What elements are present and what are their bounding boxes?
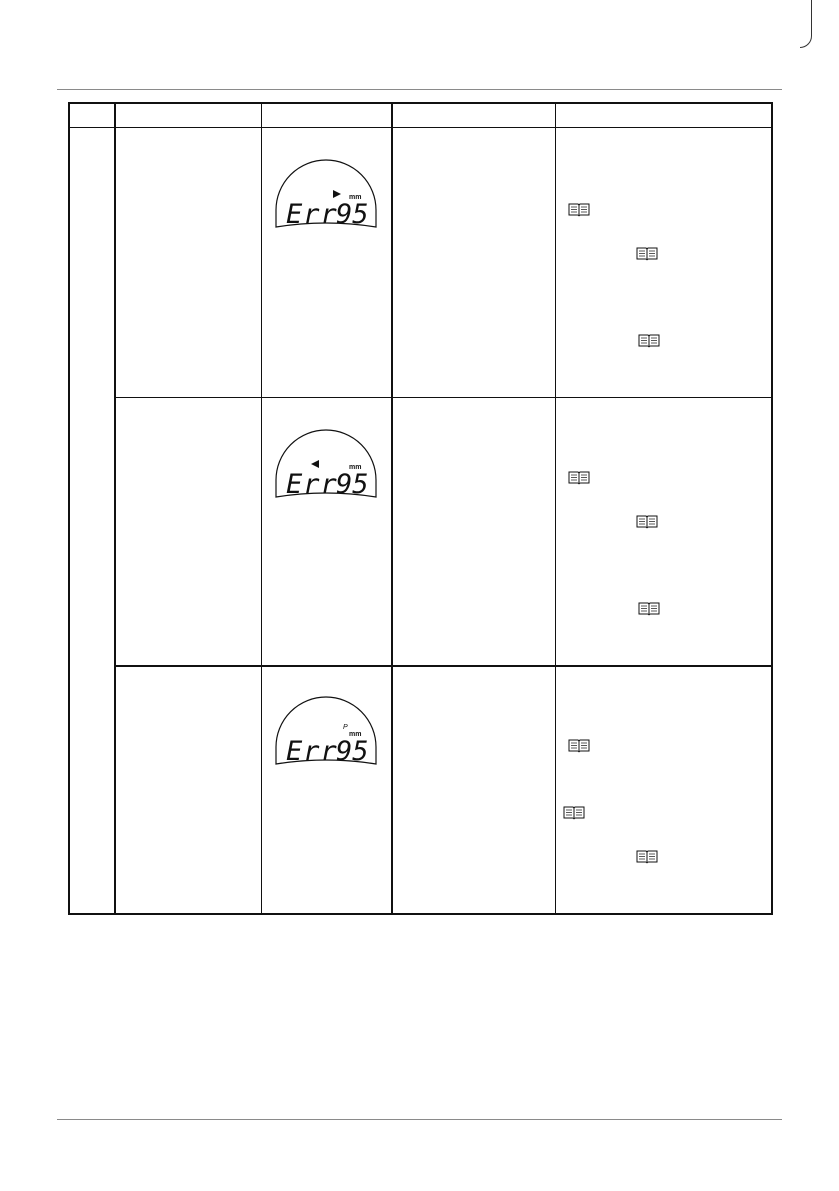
book-icon: [568, 470, 590, 485]
table-column-divider: [261, 102, 262, 915]
lcd-display: [271, 692, 381, 767]
crop-mark: [800, 0, 812, 48]
table-header-divider: [68, 127, 773, 128]
unit-label: mm: [349, 731, 362, 738]
table-column-divider: [555, 102, 556, 915]
triangle-left-icon: [311, 460, 319, 468]
p-indicator: P: [343, 724, 348, 731]
error-code: 95: [336, 469, 369, 500]
header-rule: [57, 89, 782, 90]
lcd-display: [271, 425, 381, 500]
book-icon: [636, 246, 658, 261]
book-icon: [568, 202, 590, 217]
book-icon: [568, 738, 590, 753]
error-table: [68, 102, 773, 915]
book-icon: [563, 805, 585, 820]
book-icon: [636, 514, 658, 529]
book-icon: [638, 333, 660, 348]
error-code: 95: [336, 736, 369, 767]
error-label: Err: [286, 199, 338, 230]
table-column-divider: [114, 102, 116, 915]
error-label: Err: [286, 469, 338, 500]
table-row-divider: [114, 665, 773, 667]
footer-rule: [57, 1119, 782, 1120]
table-column-divider: [391, 102, 393, 915]
book-icon: [636, 849, 658, 864]
table-row-divider: [114, 397, 773, 398]
unit-label: mm: [349, 464, 362, 471]
book-icon: [638, 601, 660, 616]
lcd-display: [271, 155, 381, 230]
unit-label: mm: [349, 194, 362, 201]
error-label: Err: [286, 736, 338, 767]
triangle-right-icon: [333, 190, 341, 198]
error-code: 95: [336, 199, 369, 230]
